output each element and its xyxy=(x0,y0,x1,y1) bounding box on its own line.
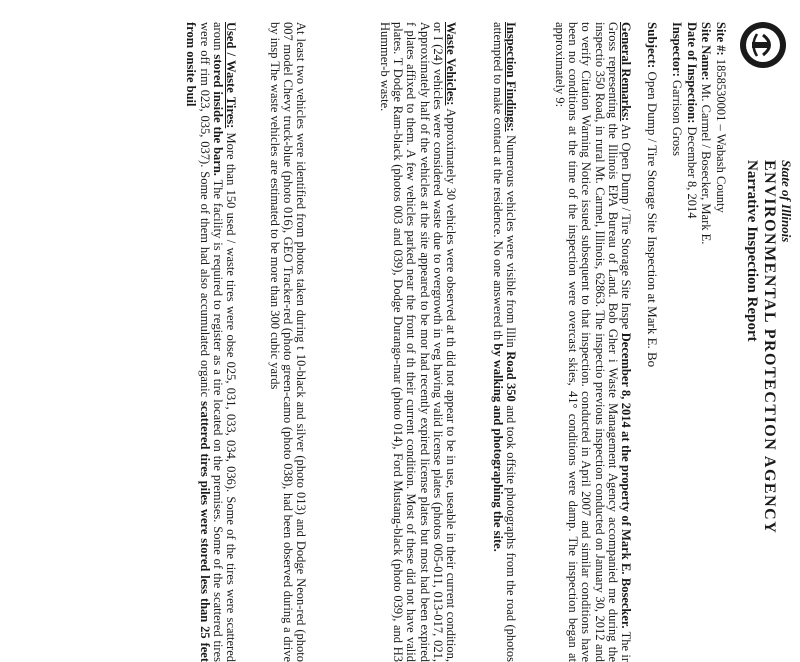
site-name-value: Mt. Carmel / Bosecker, Mark E. xyxy=(699,83,714,245)
inspection-date-label: Date of Inspection: xyxy=(685,22,699,124)
inspection-findings-text: and took offsite photographs from the road (photos attempted to make contact at the residence. No one answered th xyxy=(490,22,518,662)
site-name-row xyxy=(699,22,714,582)
other-vehicles-text: At least two vehicles were identified from photos taken during t 10-black and silver (photo 013) and Dodge Neon-red (photo 007 model Chevy truck-blue (photo 016), GEO Tracker-red (photo green-camo (photo 038), had been observed during a drive by insp The waste vehicles are estimated to be more than 300 cubic yards xyxy=(267,22,308,662)
waste-tires-lead: More than 150 used / waste tires were obse xyxy=(224,132,238,358)
inspection-findings-road: Road 350 xyxy=(504,351,518,402)
inspection-findings-label: Inspection Findings: xyxy=(504,22,518,132)
site-details xyxy=(670,22,728,582)
subject-text: Open Dump / Tire Storage Site Inspection at Mark E. Bo xyxy=(645,71,660,368)
report-type: Narrative Inspection Report xyxy=(744,160,760,342)
waste-vehicles-text: did not appear to be in use, useable in their current condition, or I (24) vehicles were considered waste due to overgrowth in veg having valid license plates (photos 005-011, 013-017, 021, Approximately half of the vehicles at the site appeared to be mor had recently expired license plates but most had been expired f plates affixed to them. A few vehicles parked near the front of th their current condition. Most of these did not have valid plates. T Dodge Ram-black (photos 003 and 039), Dodge Durango-mar (photo 014), Ford Mustang-black (photo 039), and H3 Hummer-b waste. xyxy=(377,22,458,662)
other-vehicles-paragraph xyxy=(267,22,307,662)
inspector-label: Inspector: xyxy=(670,22,685,77)
site-number-row xyxy=(714,22,729,582)
inspection-date-row xyxy=(685,22,700,582)
general-remarks-paragraph xyxy=(553,22,632,662)
inspector-value: Garrison Gross xyxy=(670,79,685,157)
site-name-label: Site Name: xyxy=(699,22,714,81)
waste-tires-label: Used / Waste Tires: xyxy=(224,22,238,129)
agency-name: ENVIRONMENTAL PROTECTION AGENCY xyxy=(761,160,778,535)
waste-tires-distance: scattered tires piles were stored less than 25 feet from onsite buil xyxy=(184,22,212,662)
waste-tires-barn: stored inside the barn. xyxy=(210,54,225,176)
inspection-findings-lead: Numerous vehicles were visible from Illin xyxy=(504,135,518,348)
subject-line xyxy=(645,22,660,662)
inspector-row xyxy=(670,22,685,582)
inspection-findings-paragraph xyxy=(491,22,517,662)
general-remarks-lead: An Open Dump / Tire Storage Site Inspe xyxy=(619,123,633,330)
waste-tires-paragraph xyxy=(184,22,237,662)
report-header xyxy=(743,160,794,630)
waste-tires-text-2: The facility is required to register as a tire located on the premises. Some of the scattered tires were off rim 023, 035, 037). Some of them had also accumulated organic xyxy=(197,22,225,662)
inspection-findings-method: by walking and photographing the site. xyxy=(490,343,505,552)
site-number-value: 1858530001 – Wabash County xyxy=(714,58,728,213)
inspection-date-value: December 8, 2014 xyxy=(685,126,699,219)
waste-vehicles-label: Waste Vehicles: xyxy=(444,22,458,106)
subject-label: Subject: xyxy=(645,22,660,69)
site-number-label: Site #: xyxy=(714,22,728,56)
waste-vehicles-paragraph xyxy=(378,22,457,662)
waste-tires-text-1: 025, 031, 033, 034, 036). Some of the tires were scattered aroun xyxy=(210,22,238,662)
general-remarks-text: The ir Gross representing the Illinois EPA Bureau of Land. Bob Gher i Waste Management Agency accompanied me during the inspectio 350 Road, in rural Mt. Carmel, Illinois, 62863. The inspectio previous inspection conducted on January 30, 2012 and to verify Citation Warning Notice issued subsequent to that inspection. conducted in April 2007 and similar conditions have been no conditions at the time of the inspection were overcast skies, 41° conditions were damp. The inspection began at approximately 9: xyxy=(552,22,633,662)
waste-vehicles-lead: Approximately 30 vehicles were observed at th xyxy=(444,108,458,348)
general-remarks-label: General Remarks: xyxy=(619,22,633,122)
state-name: State of Illinois xyxy=(779,160,794,243)
illinois-epa-logo-icon xyxy=(738,20,788,70)
general-remarks-date: December 8, 2014 at the property of Mark E. Bosecker. xyxy=(619,332,633,629)
